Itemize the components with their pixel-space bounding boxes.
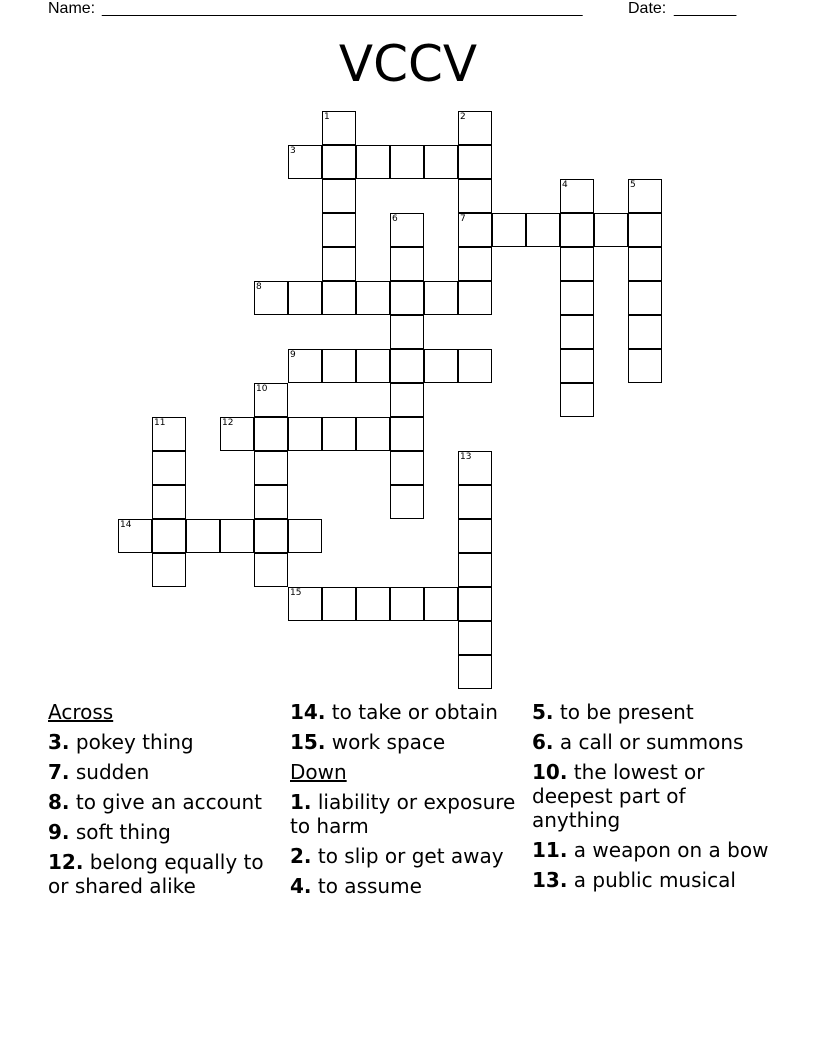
grid-cell[interactable] [288,519,322,553]
cell-number: 11 [154,418,166,428]
grid-cell[interactable] [322,213,356,247]
grid-cell[interactable] [628,213,662,247]
cell-number: 1 [324,112,330,122]
grid-cell[interactable] [424,145,458,179]
grid-cell[interactable] [322,111,356,145]
grid-cell[interactable] [356,145,390,179]
grid-cell[interactable] [560,213,594,247]
grid-cell[interactable] [152,553,186,587]
down-heading: Down [290,760,347,784]
date-blank[interactable]: _______ [674,0,737,17]
grid-cell[interactable] [390,281,424,315]
name-blank[interactable]: ______________________________________________________ [102,0,583,17]
grid-cell[interactable] [458,213,492,247]
cell-number: 14 [120,520,132,530]
grid-cell[interactable] [526,213,560,247]
grid-cell[interactable] [152,485,186,519]
clue-across-14: 14. to take or obtain [290,700,498,724]
clue-down-13: 13. a public musical [532,868,736,892]
grid-cell[interactable] [288,417,322,451]
grid-cell[interactable] [560,315,594,349]
clue-down-11: 11. a weapon on a bow [532,838,769,862]
grid-cell[interactable] [390,485,424,519]
cell-number: 6 [392,214,398,224]
cell-number: 5 [630,180,636,190]
grid-cell[interactable] [458,247,492,281]
cell-number: 7 [460,214,466,224]
grid-cell[interactable] [288,145,322,179]
grid-cell[interactable] [424,349,458,383]
grid-cell[interactable] [288,349,322,383]
grid-cell[interactable] [628,349,662,383]
grid-cell[interactable] [254,281,288,315]
clue-across-3: 3. pokey thing [48,730,194,754]
grid-cell[interactable] [560,383,594,417]
cell-number: 2 [460,112,466,122]
grid-cell[interactable] [322,587,356,621]
clue-across-8: 8. to give an account [48,790,263,814]
clue-down-6: 6. a call or summons [532,730,744,754]
grid-cell[interactable] [560,247,594,281]
across-heading: Across [48,700,114,724]
grid-cell[interactable] [322,145,356,179]
grid-cell[interactable] [288,281,322,315]
clue-down-2: 2. to slip or get away [290,844,504,868]
grid-cell[interactable] [390,315,424,349]
grid-cell[interactable] [628,247,662,281]
clue-across-15: 15. work space [290,730,446,754]
grid-cell[interactable] [560,179,594,213]
grid-cell[interactable] [458,281,492,315]
grid-cell[interactable] [390,417,424,451]
cell-number: 9 [290,350,296,360]
cell-number: 15 [290,588,302,598]
grid-cell[interactable] [356,417,390,451]
grid-cell[interactable] [390,145,424,179]
grid-cell[interactable] [424,281,458,315]
grid-cell[interactable] [458,519,492,553]
grid-cell[interactable] [560,281,594,315]
grid-cell[interactable] [288,587,322,621]
grid-cell[interactable] [254,383,288,417]
grid-cell[interactable] [254,485,288,519]
cell-number: 4 [562,180,568,190]
grid-cell[interactable] [322,417,356,451]
grid-cell[interactable] [492,213,526,247]
clue-across-9: 9. soft thing [48,820,171,844]
clue-across-7: 7. sudden [48,760,150,784]
grid-cell[interactable] [628,315,662,349]
grid-cell[interactable] [390,451,424,485]
clue-across-12: 12. belong equally to or shared alike [48,850,264,898]
grid-cell[interactable] [458,621,492,655]
grid-cell[interactable] [560,349,594,383]
grid-cell[interactable] [118,519,152,553]
grid-cell[interactable] [458,485,492,519]
cell-number: 10 [256,384,268,394]
puzzle-title: VCCV [338,35,478,93]
clue-down-1: 1. liability or exposure to harm [290,790,516,838]
grid-cell[interactable] [458,145,492,179]
grid-cell[interactable] [322,247,356,281]
grid-cell[interactable] [628,179,662,213]
grid-cell[interactable] [390,587,424,621]
grid-cell[interactable] [254,417,288,451]
cell-number: 3 [290,146,296,156]
clue-column-3 [532,700,770,898]
grid-cell[interactable] [152,417,186,451]
grid-cell[interactable] [322,281,356,315]
grid-cell[interactable] [458,111,492,145]
grid-cell[interactable] [390,383,424,417]
grid-cell[interactable] [152,451,186,485]
cell-number: 13 [460,452,472,462]
clue-down-4: 4. to assume [290,874,422,898]
grid-cell[interactable] [628,281,662,315]
grid-cell[interactable] [322,179,356,213]
grid-cell[interactable] [458,587,492,621]
grid-cell[interactable] [152,519,186,553]
grid-cell[interactable] [254,553,288,587]
grid-cell[interactable] [356,281,390,315]
grid-cell[interactable] [458,553,492,587]
grid-cell[interactable] [390,349,424,383]
clue-column-2 [290,700,528,904]
grid-cell[interactable] [458,179,492,213]
cell-number: 12 [222,418,234,428]
clue-down-5: 5. to be present [532,700,694,724]
date-label: Date: [628,0,667,17]
grid-cell[interactable] [390,247,424,281]
grid-cell[interactable] [186,519,220,553]
grid-cell[interactable] [356,349,390,383]
grid-cell[interactable] [458,451,492,485]
grid-cell[interactable] [594,213,628,247]
cell-number: 8 [256,282,262,292]
grid-cell[interactable] [322,349,356,383]
name-label: Name: [48,0,96,17]
grid-cell[interactable] [424,587,458,621]
grid-cell[interactable] [254,519,288,553]
grid-cell[interactable] [458,349,492,383]
grid-cell[interactable] [220,519,254,553]
grid-cell[interactable] [220,417,254,451]
grid-cell[interactable] [356,587,390,621]
clue-column-1 [48,700,286,904]
grid-cell[interactable] [390,213,424,247]
grid-cell[interactable] [254,451,288,485]
grid-cell[interactable] [458,655,492,689]
clue-down-10: 10. the lowest or deepest part of anything [532,760,705,832]
